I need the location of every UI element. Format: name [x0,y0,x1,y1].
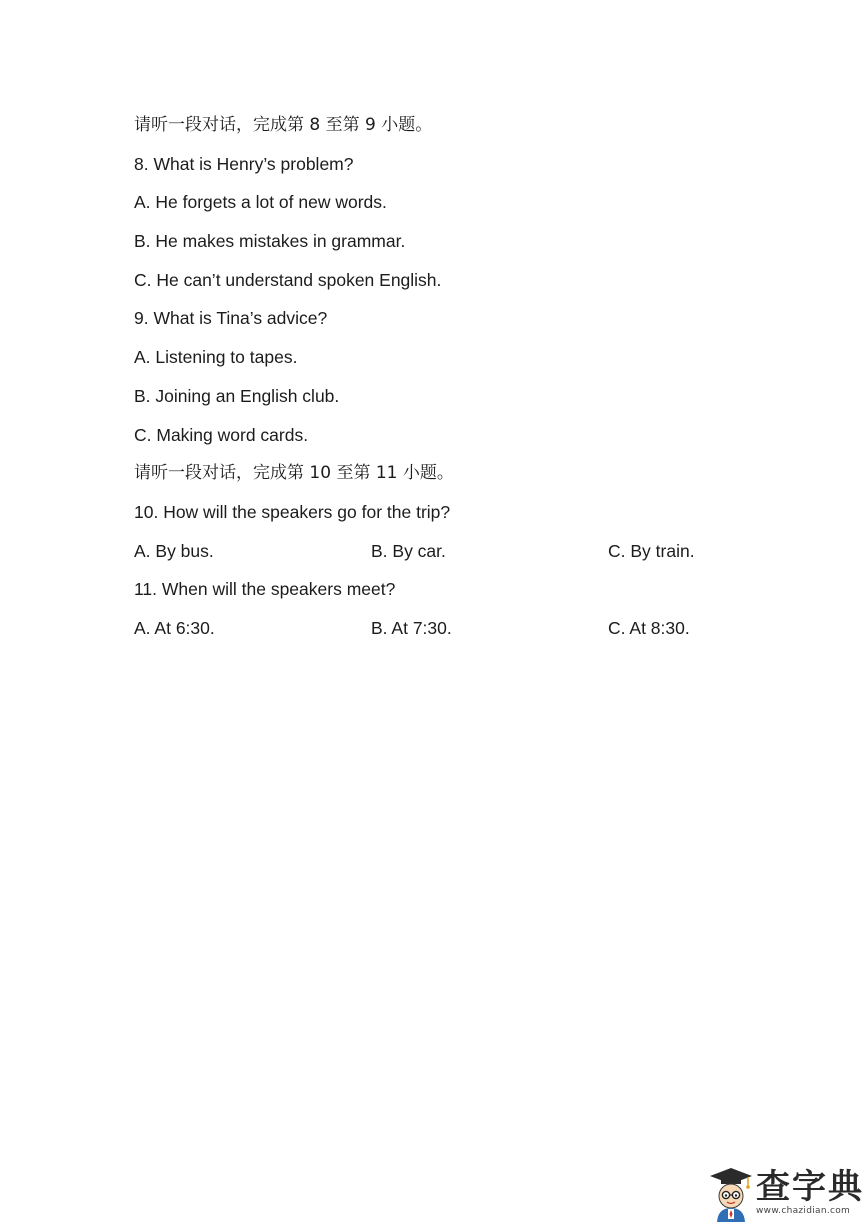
question-10-option-b: B. By car. [371,540,446,561]
logo-url: www.chazidian.com [756,1206,851,1216]
question-10-option-c: C. By train. [608,540,695,561]
site-logo [706,1166,866,1224]
question-11-option-b: B. At 7:30. [371,617,452,638]
question-8-option-b: B. He makes mistakes in grammar. [134,231,406,252]
section-instruction-10-11: 请听一段对话，完成第 10 至第 11 小题。 [134,463,454,484]
question-11-options [134,615,774,654]
question-8: 8. What is Henry’s problem? [134,153,354,174]
question-8-option-c: C. He can’t understand spoken English. [134,269,442,290]
question-11-option-c: C. At 8:30. [608,617,690,638]
mascot-icon [708,1166,754,1224]
question-10-options [134,538,774,577]
question-10: 10. How will the speakers go for the trip? [134,501,451,522]
question-10-option-a: A. By bus. [134,540,214,561]
question-8-option-a: A. He forgets a lot of new words. [134,192,387,213]
question-11: 11. When will the speakers meet? [134,579,396,600]
question-9: 9. What is Tina’s advice? [134,308,328,329]
document-content [134,112,774,654]
logo-name: 查字典 [756,1167,864,1207]
question-11-option-a: A. At 6:30. [134,617,215,638]
question-9-option-a: A. Listening to tapes. [134,347,298,368]
section-instruction-8-9: 请听一段对话，完成第 8 至第 9 小题。 [134,115,433,135]
question-9-option-c: C. Making word cards. [134,424,309,445]
question-9-option-b: B. Joining an English club. [134,385,340,406]
